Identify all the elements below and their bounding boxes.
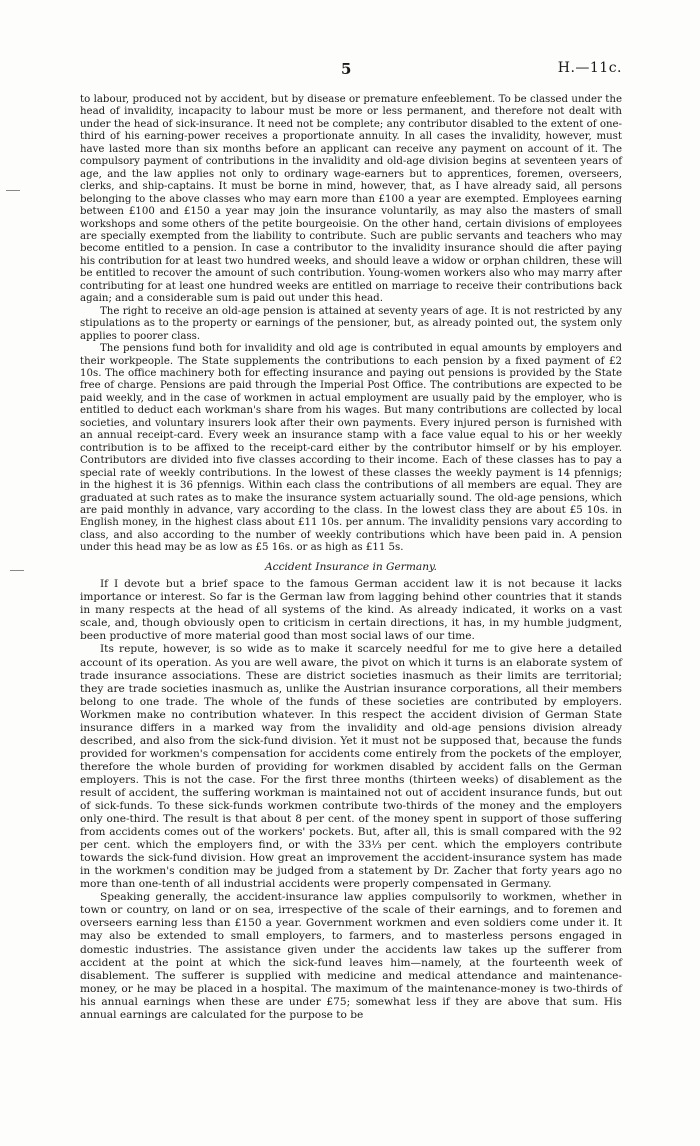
margin-mark xyxy=(10,570,24,571)
paragraph-old-age-pension: The right to receive an old-age pension is attained at seventy years of age. It is not restricted by any stipulations as to the property or earnings of the pensioner, but, as already pointed out, the system only applies to poorer class. xyxy=(80,305,622,342)
page-number: 5 xyxy=(341,60,352,78)
paragraph-invalidity: to labour, produced not by accident, but by disease or premature enfeeblement. To be classed under the head of invalidity, incapacity to labour must be more or less permanent, and therefore not dealt with under the head of sick-insurance. It need not be complete; any contributor disabled to the extent of one-third of his earning-power receives a proportionate annuity. In all cases the invalidity, however, must have lasted more than six months before an applicant can receive any payment on account of it. The compulsory payment of contributions in the invalidity and old-age division begins at seventeen years of age, and the law applies not only to ordinary wage-earners but to apprentices, foremen, overseers, clerks, and ship-captains. It must be borne in mind, however, that, as I have already said, all persons belonging to the above classes who may earn more than £100 a year are exempted. Employees earning between £100 and £150 a year may join the insurance voluntarily, as may also the masters of small workshops and some others of the petite bourgeoisie. On the other hand, certain divisions of employees are specially exempted from the liability to contribute. Such are public servants and teachers who may become entitled to a pension. In case a contributor to the invalidity insurance should die after paying his contribution for at least two hundred weeks, and should leave a widow or orphan children, these will be entitled to recover the amount of such contribution. Young-women workers also who may marry after contributing for at least one hundred weeks are entitled on marriage to receive their contributions back again; and a considerable sum is paid out under this head. xyxy=(80,94,622,305)
accident-section xyxy=(80,578,622,1022)
section-heading: Accident Insurance in Germany. xyxy=(265,560,437,573)
document-reference: H.—11c. xyxy=(557,60,622,76)
paragraph-accident-operation: Its repute, however, is so wide as to make it scarcely needful for me to give here a detailed account of its operation. As you are well aware, the pivot on which it turns is an elaborate system of trade insurance associations. These are district societies inasmuch as their limits are territorial; they are trade societies inasmuch as, unlike the Austrian insurance corporations, all their members belong to one trade. The whole of the funds of these societies are contributed by employers. Workmen make no contribution whatever. In this respect the accident division of German State insurance differs in a marked way from the invalidity and old-age pensions division already described, and also from the sick-fund division. Yet it must not be supposed that, because the funds provided for workmen's compensation for accidents come entirely from the pockets of the employer, therefore the whole burden of providing for workmen disabled by accident falls on the German employers. This is not the case. For the first three months (thirteen weeks) of disablement as the result of accident, the suffering workman is maintained not out of accident insurance funds, but out of sick-funds. To these sick-funds workmen contribute two-thirds of the money and the employers only one-third. The result is that about 8 per cent. of the money spent in support of those suffering from accidents comes out of the workers' pockets. But, after all, this is small compared with the 92 per cent. which the employers find, or with the 33⅓ per cent. which the employers contribute towards the sick-fund division. How great an improvement the accident-insurance system has made in the workmen's condition may be judged from a statement by Dr. Zacher that forty years ago no more than one-tenth of all industrial accidents were properly compensated in Germany. xyxy=(80,643,622,891)
paragraph-pensions-fund: The pensions fund both for invalidity and old age is contributed in equal amounts by employers and their workpeople. The State supplements the contributions to each pension by a fixed payment of £2 10s. The office machinery both for effecting insurance and paying out pensions is provided by the State free of charge. Pensions are paid through the Imperial Post Office. The contributions are expected to be paid weekly, and in the case of workmen in actual employment are usually paid by the employer, who is entitled to deduct each workman's share from his wages. But many contributions are collected by local societies, and voluntary insurers look after their own payments. Every injured person is furnished with an annual receipt-card. Every week an insurance stamp with a face value equal to his or her weekly contribution is to be affixed to the receipt-card either by the contributor himself or by his employer. Contributors are divided into five classes according to their income. Each of these classes has to pay a special rate of weekly contributions. In the lowest of these classes the weekly payment is 14 pfennigs; in the highest it is 36 pfennigs. Within each class the contributions of all members are equal. They are graduated at such rates as to make the insurance system actuarially sound. The old-age pensions, which are paid monthly in advance, vary according to the class. In the lowest class they are about £5 10s. in English money, in the highest class about £11 10s. per annum. The invalidity pensions vary according to class, and also according to the number of weekly contributions which have been paid in. A pension under this head may be as low as £5 16s. or as high as £11 5s. xyxy=(80,343,622,554)
margin-mark xyxy=(6,190,20,191)
page-header xyxy=(0,60,700,82)
paragraph-accident-scope: Speaking generally, the accident-insurance law applies compulsorily to workmen, whether in town or country, on land or on sea, irrespective of the scale of their earnings, and to foremen and overseers earning less than £150 a year. Government workmen and even soldiers come under it. It may also be extended to small employers, to farmers, and to masterless persons engaged in domestic industries. The assistance given under the accidents law takes up the sufferer from accident at the point at which the sick-fund leaves him—namely, at the fourteenth week of disablement. The sufferer is supplied with medicine and medical attendance and maintenance-money, or he may be placed in a hospital. The maximum of the maintenance-money is two-thirds of his annual earnings when these are under £75; somewhat less if they are above that sum. His annual earnings are calculated for the purpose to be xyxy=(80,891,622,1021)
paragraph-accident-intro: If I devote but a brief space to the famous German accident law it is not because it lacks importance or interest. So far is the German law from lagging behind other countries that it stands in many respects at the head of all systems of the kind. As already indicated, it works on a vast scale, and, though obviously open to criticism in certain directions, it has, in my humble judgment, been productive of more material good than most social laws of our time. xyxy=(80,578,622,643)
body-text xyxy=(80,94,622,1022)
